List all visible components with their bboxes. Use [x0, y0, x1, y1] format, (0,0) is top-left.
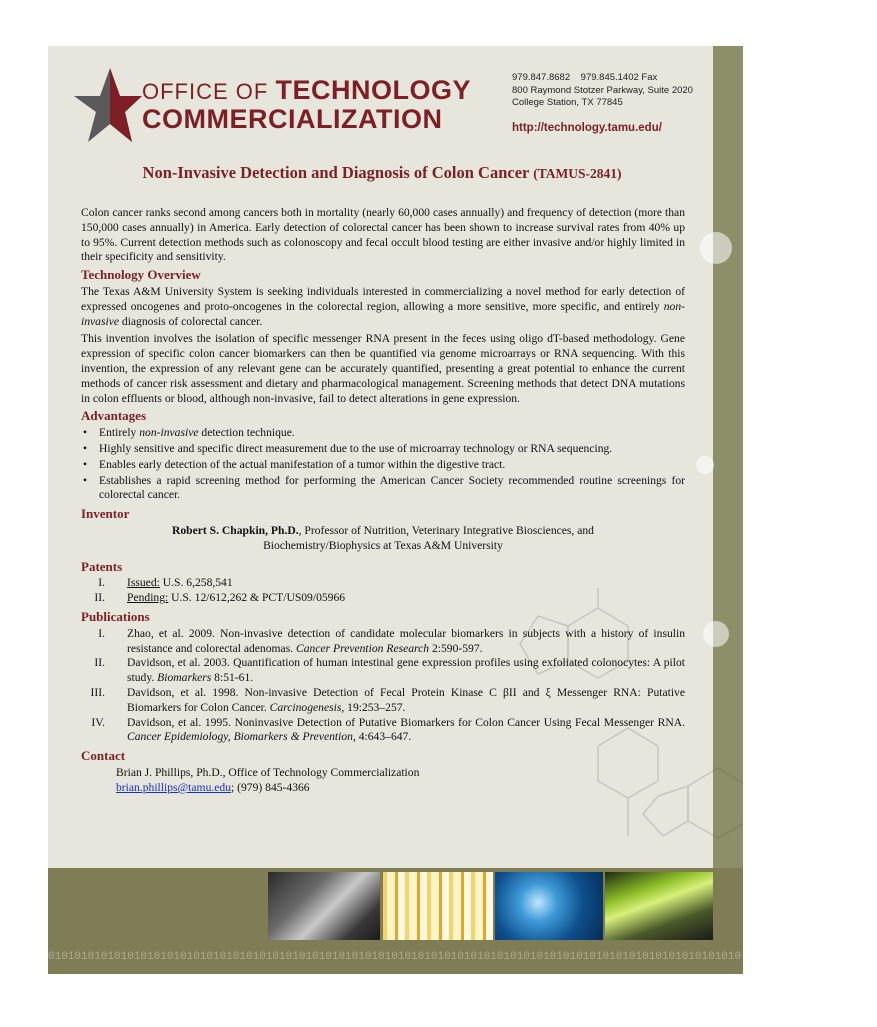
overview-paragraph-2: This invention involves the isolation of specific messenger RNA present in the feces using oligo dT-based methodology. Gene expression of specific colon cancer biomarkers can then be quantified via genome microarrays or RNA sequencing. With this invention, the expression of any relevant gene can be accurately quantified, presenting a great potential to enhance the current methods of cancer risk assessment and dietary and pharmacological management. Screening methods that detect DNA mutations in colon effluents or blood, although non-invasive, fail to detect alterations in gene expression.	[81, 332, 685, 405]
contact-details: brian.phillips@tamu.edu; (979) 845-4366	[116, 780, 310, 794]
tamus-number: (TAMUS-2841)	[533, 166, 622, 181]
decorative-bubble	[700, 232, 732, 264]
decorative-bubble	[696, 456, 714, 474]
advantages-list	[81, 426, 685, 503]
patents-list	[81, 576, 685, 606]
contact-info	[81, 766, 685, 796]
office-logo	[70, 66, 471, 146]
star-logo-icon	[70, 66, 142, 146]
office-address	[512, 72, 693, 110]
list-item: • Highly sensitive and specific direct measurement due to the use of microarray technology or RNA sequencing.	[83, 441, 613, 455]
section-heading-advantages: Advantages	[81, 408, 147, 424]
list-item: II. Pending: U.S. 12/612,262 & PCT/US09/05966	[94, 591, 346, 605]
list-item: IV. Davidson, et al. 1995. Noninvasive Detection of Putative Biomarkers for Colon Cancer Using Fecal Messenger RNA. Cancer Epidemiology, Biomarkers & Prevention, 4:643–647.	[91, 715, 685, 744]
page-title: Non-Invasive Detection and Diagnosis of Colon Cancer (TAMUS-2841)	[142, 163, 622, 182]
email-link[interactable]: brian.phillips@tamu.edu	[116, 780, 232, 794]
binary-pattern: 010101010101010101010101010101010101010101010101010101010101010101010101010101010101010101010101010101010	[48, 951, 742, 963]
list-item: I. Zhao, et al. 2009. Non-invasive detection of candidate molecular biomarkers in subjects with a history of insulin resistance and colorectal adenomas. Cancer Prevention Research 2:590-597.	[98, 626, 685, 655]
logo-line-2: COMMERCIALIZATION	[142, 104, 443, 134]
contact-name: Brian J. Phillips, Ph.D., Office of Technology Commercialization	[116, 765, 420, 779]
intro-paragraph: Colon cancer ranks second among cancers both in mortality (nearly 60,000 cases annually) and frequency of detection (more than 150,000 cases annually) in America. Early detection of colorectal cancer has been shown to increase survival rates from 40% up to 95%. Current detection methods such as colonoscopy and fecal occult blood testing are either invasive and/or highly limited in their specificity and sensitivity.	[81, 206, 685, 264]
main-content	[81, 206, 685, 795]
list-item: • Establishes a rapid screening method for performing the American Cancer Society recommended routine screenings for colorectal cancer.	[83, 473, 685, 502]
inventor-info: Robert S. Chapkin, Ph.D., Professor of Nutrition, Veterinary Integrative Biosciences, and Biochemistry/Biophysics at Texas A&M University	[172, 523, 594, 552]
inventor-name: Robert S. Chapkin, Ph.D.	[172, 523, 299, 537]
overview-paragraph-1: The Texas A&M University System is seeking individuals interested in commercializing a novel method for early detection of expressed oncogenes and proto-oncogenes in the colorectal region, allowing a more sensitive, more specific, and entirely non-invasive diagnosis of colorectal cancer.	[81, 284, 685, 328]
list-item: I. Issued: U.S. 6,258,541	[98, 576, 233, 590]
lab-equipment-image	[268, 872, 380, 940]
list-item: II. Davidson, et al. 2003. Quantification of human intestinal gene expression profiles using exfoliated colonocytes: A pilot study. Biomarkers 8:51-61.	[94, 656, 685, 685]
publications-list	[81, 627, 685, 745]
list-item: • Entirely non-invasive detection technique.	[83, 426, 295, 440]
address-line-2: College Station, TX 77845	[512, 97, 623, 108]
section-heading-contact: Contact	[81, 748, 126, 764]
website-link[interactable]: http://technology.tamu.edu/	[512, 122, 662, 134]
footer-image-strip	[48, 868, 743, 974]
molecule-image	[495, 872, 603, 940]
list-item: III. Davidson, et al. 1998. Non-invasive Detection of Fecal Protein Kinase C βII and ξ Messenger RNA: Putative Biomarkers for Colon Cancer. Carcinogenesis, 19:253–257.	[90, 685, 685, 714]
address-line-1: 800 Raymond Stotzer Parkway, Suite 2020	[512, 84, 693, 96]
section-heading-overview: Technology Overview	[81, 267, 201, 283]
pipette-image	[383, 872, 493, 940]
sequencer-image	[605, 872, 713, 940]
logo-line-1: OFFICE OF TECHNOLOGY	[142, 75, 471, 105]
document-page	[48, 46, 743, 974]
list-item: • Enables early detection of the actual manifestation of a tumor within the digestive tract.	[83, 457, 506, 471]
section-heading-inventor: Inventor	[81, 506, 130, 522]
section-heading-publications: Publications	[81, 608, 150, 624]
phone-fax: 979.847.8682 979.845.1402 Fax	[512, 72, 658, 83]
section-heading-patents: Patents	[81, 558, 123, 574]
